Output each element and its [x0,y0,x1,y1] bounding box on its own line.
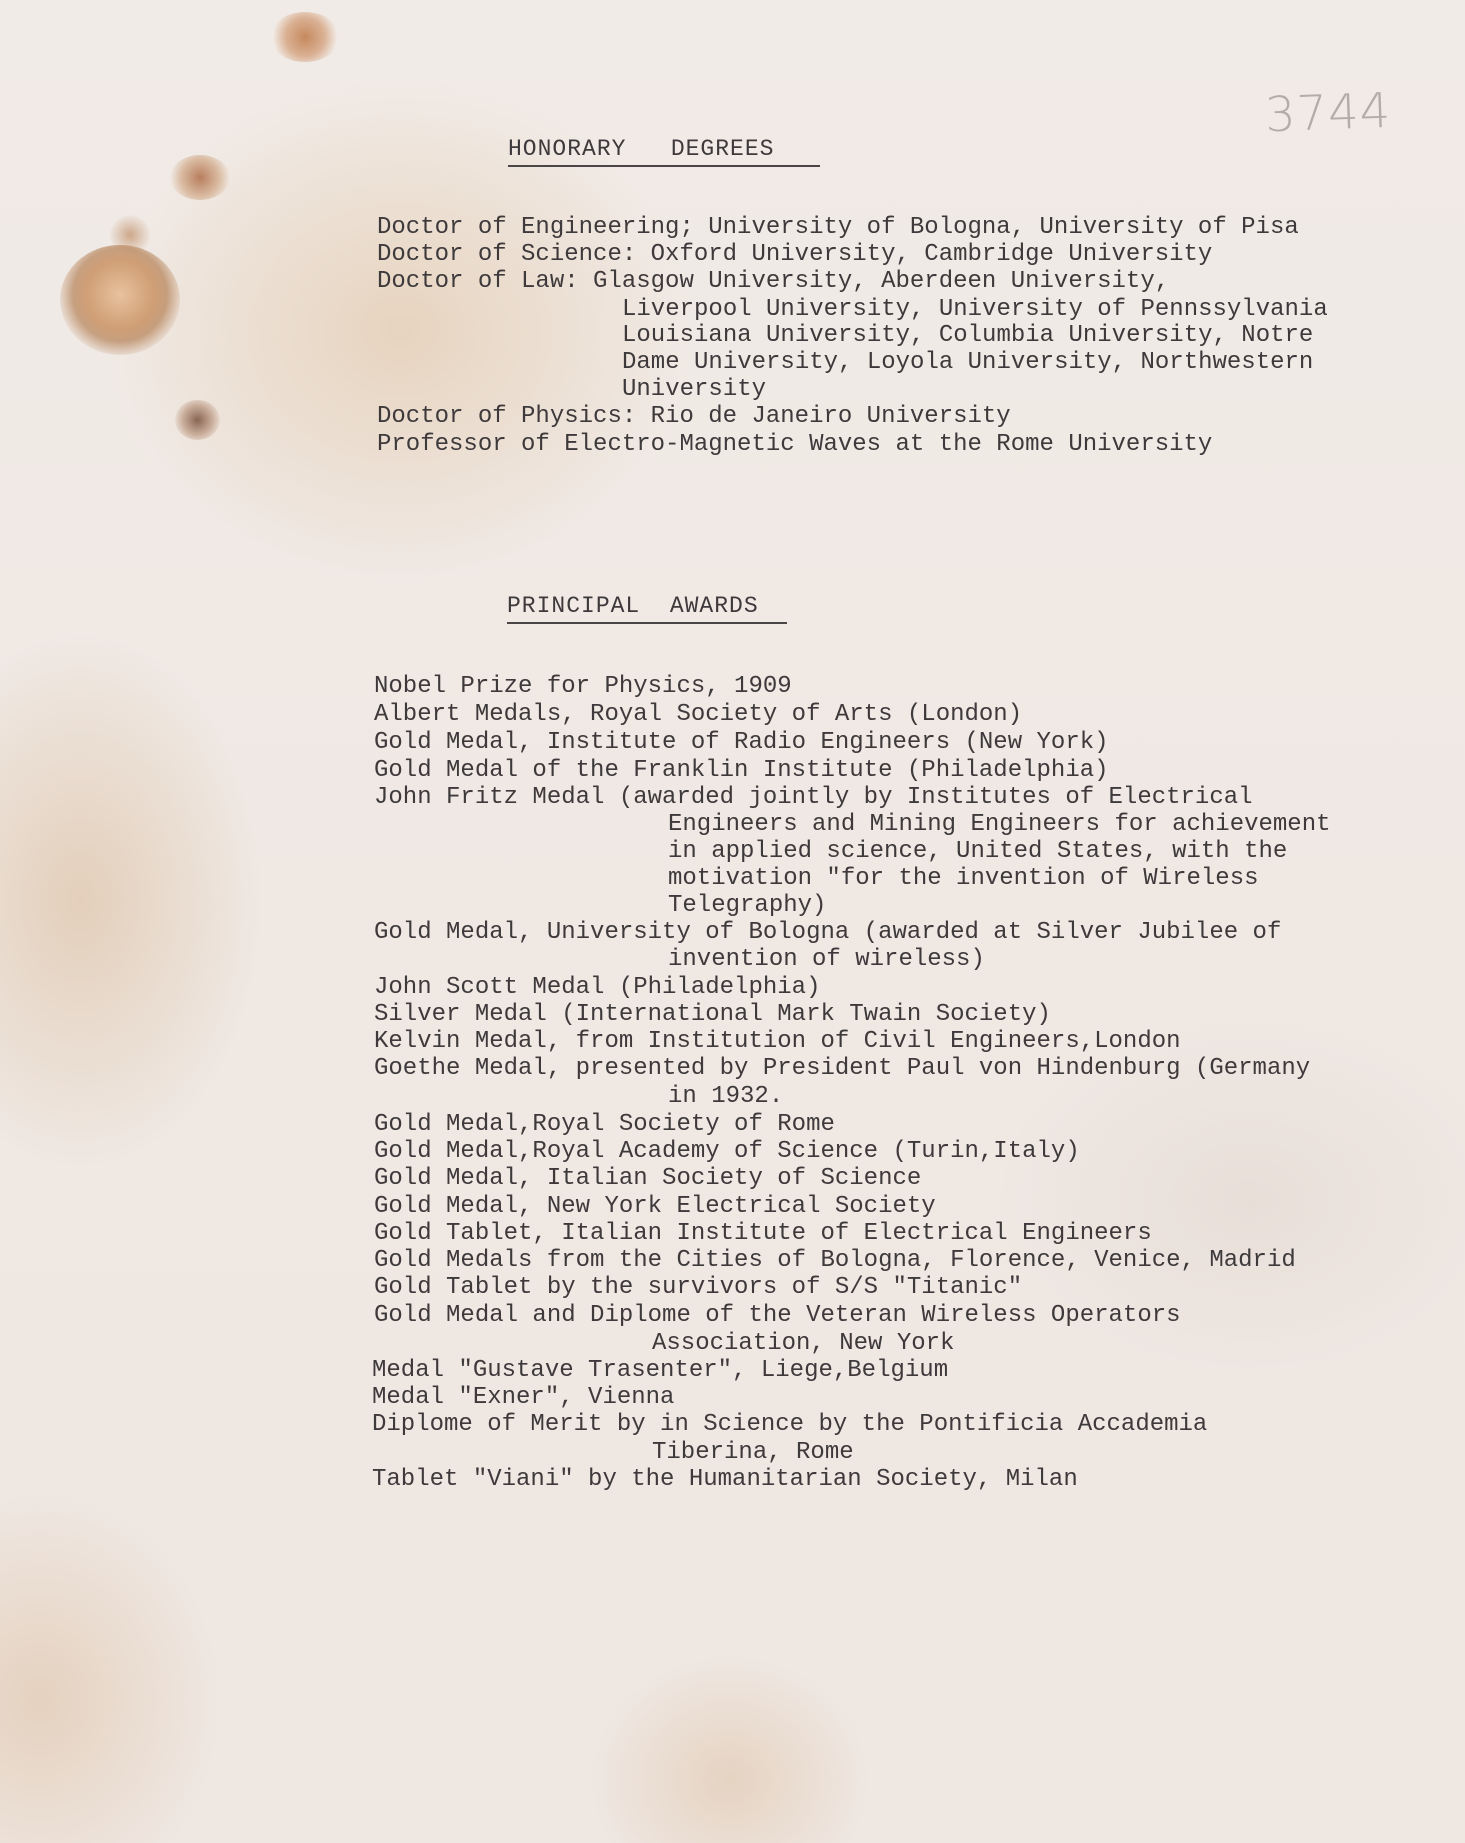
award-line: Albert Medals, Royal Society of Arts (London) [374,701,1023,728]
award-line: motivation "for the invention of Wireless [668,865,1259,892]
degree-line: Doctor of Science: Oxford University, Cambridge University [377,241,1213,268]
water-stain [270,12,340,62]
award-line: Gold Medal,Royal Academy of Science (Turin,Italy) [374,1138,1080,1165]
honorary-degrees-heading: HONORARY DEGREES [508,136,820,167]
award-line: Tablet "Viani" by the Humanitarian Society, Milan [372,1466,1078,1493]
principal-awards-heading: PRINCIPAL AWARDS [507,593,787,624]
degree-line: Doctor of Physics: Rio de Janeiro University [377,403,1011,430]
award-line: John Scott Medal (Philadelphia) [374,974,821,1001]
award-line: in 1932. [668,1083,784,1110]
award-line: Gold Tablet by the survivors of S/S "Titanic" [374,1274,1023,1301]
award-line: in applied science, United States, with the [668,838,1288,865]
degree-line: Professor of Electro-Magnetic Waves at the Rome University [377,431,1213,458]
award-line: Gold Medal, Institute of Radio Engineers (New York) [374,729,1109,756]
degree-line: Doctor of Engineering; University of Bologna, University of Pisa [377,214,1299,241]
award-line: Gold Tablet, Italian Institute of Electrical Engineers [374,1220,1152,1247]
award-line: Gold Medal, Italian Society of Science [374,1165,922,1192]
award-line: Nobel Prize for Physics, 1909 [374,673,792,700]
award-line: Medal "Gustave Trasenter", Liege,Belgium [372,1357,949,1384]
award-line: Association, New York [652,1330,955,1357]
award-line: Kelvin Medal, from Institution of Civil Engineers,London [374,1028,1181,1055]
award-line: Gold Medal and Diplome of the Veteran Wireless Operators [374,1302,1181,1329]
degree-line: Liverpool University, University of Pennssylvania [622,296,1328,323]
water-stain [170,155,230,200]
award-line: Tiberina, Rome [652,1439,854,1466]
award-line: John Fritz Medal (awarded jointly by Institutes of Electrical [374,784,1253,811]
award-line: invention of wireless) [668,946,985,973]
award-line: Medal "Exner", Vienna [372,1384,675,1411]
degree-line: Louisiana University, Columbia University, Notre [622,322,1314,349]
award-line: Engineers and Mining Engineers for achievement [668,811,1331,838]
water-stain [60,245,180,355]
award-line: Gold Medal of the Franklin Institute (Philadelphia) [374,757,1109,784]
award-line: Diplome of Merit by in Science by the Pontificia Accademia [372,1411,1208,1438]
water-stain [110,215,150,255]
water-stain [175,400,220,440]
award-line: Gold Medal, New York Electrical Society [374,1193,936,1220]
award-line: Gold Medals from the Cities of Bologna, Florence, Venice, Madrid [374,1247,1296,1274]
degree-line: Dame University, Loyola University, Northwestern [622,349,1314,376]
handwritten-page-number: 3744 [1264,82,1393,144]
award-line: Gold Medal,Royal Society of Rome [374,1111,835,1138]
award-line: Silver Medal (International Mark Twain Society) [374,1001,1051,1028]
award-line: Goethe Medal, presented by President Paul von Hindenburg (Germany [374,1055,1311,1082]
degree-line: Doctor of Law: Glasgow University, Aberdeen University, [377,268,1170,295]
degree-line: University [622,376,767,403]
award-line: Telegraphy) [668,892,827,919]
award-line: Gold Medal, University of Bologna (awarded at Silver Jubilee of [374,919,1282,946]
